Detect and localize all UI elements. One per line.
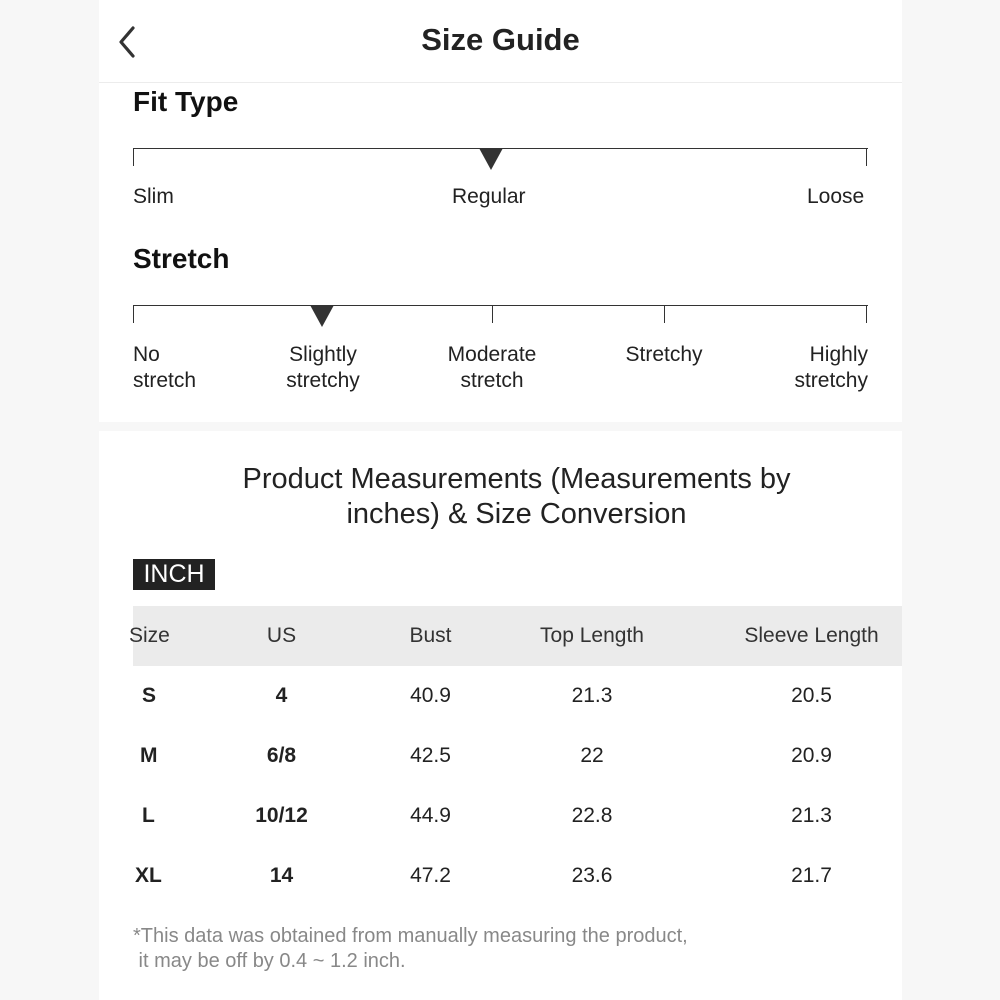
fit-option-regular: Regular — [452, 185, 526, 208]
stretch-label-line: stretchy — [286, 369, 360, 392]
measurements-title — [99, 462, 934, 532]
disclaimer-line: it may be off by 0.4 ~ 1.2 inch. — [133, 950, 406, 972]
fit-type-marker — [479, 148, 503, 170]
disclaimer-line: *This data was obtained from manually measuring the product, — [133, 925, 688, 947]
size-cell — [133, 786, 165, 846]
measurements-title-line: inches) & Size Conversion — [346, 498, 687, 530]
size-value: XL — [135, 864, 162, 887]
bust-cell: 47.2 — [410, 864, 451, 887]
us-cell: 10/12 — [255, 804, 308, 827]
disclaimer-note — [133, 924, 688, 974]
bust-cell: 40.9 — [410, 684, 451, 707]
table-row — [133, 786, 902, 846]
stretch-label-line: Stretchy — [625, 343, 703, 366]
header-bar — [99, 0, 902, 83]
unit-badge[interactable]: INCH — [133, 559, 215, 590]
us-cell: 14 — [269, 864, 294, 887]
scale-tick — [133, 305, 134, 323]
stretch-option-none — [133, 342, 196, 394]
fit-option-slim: Slim — [133, 185, 174, 208]
scale-tick — [866, 305, 867, 323]
size-cell — [133, 666, 165, 726]
top-length-cell: 21.3 — [571, 684, 613, 707]
us-cell: 6/8 — [266, 744, 297, 767]
column-header-label: Size — [129, 624, 170, 647]
table-row — [133, 846, 902, 906]
top-length-cell: 22 — [580, 744, 604, 767]
size-value: L — [142, 804, 155, 827]
stretch-option-moderate — [432, 342, 552, 394]
scale-tick — [133, 148, 134, 166]
stretch-label-line: Slightly — [289, 343, 357, 366]
scale-tick — [866, 148, 867, 166]
size-cell — [133, 726, 165, 786]
stretch-marker — [310, 305, 334, 327]
scale-tick — [492, 305, 493, 323]
table-row — [133, 666, 902, 726]
us-cell: 4 — [275, 684, 288, 707]
bust-cell: 44.9 — [410, 804, 451, 827]
size-value: S — [142, 684, 157, 707]
stretch-label-line: stretch — [133, 369, 197, 392]
top-length-cell: 23.6 — [571, 864, 613, 887]
column-header-size — [129, 606, 170, 666]
sleeve-length-cell: 20.9 — [791, 744, 832, 767]
scale-tick — [664, 305, 665, 323]
fit-type-scale — [133, 148, 868, 168]
top-length-cell: 22.8 — [571, 804, 613, 827]
page-title: Size Guide — [421, 22, 580, 57]
size-cell — [133, 846, 165, 906]
column-header-bust: Bust — [409, 624, 452, 647]
measurements-title-line: Product Measurements (Measurements by — [242, 463, 791, 495]
table-row — [133, 726, 902, 786]
column-header-top-length: Top Length — [540, 624, 644, 647]
sleeve-length-cell: 20.5 — [791, 684, 832, 707]
scale-line — [133, 305, 868, 306]
bust-cell: 42.5 — [410, 744, 451, 767]
stretch-label-line: Highly — [809, 343, 868, 366]
stretch-label-line: stretchy — [794, 369, 868, 392]
stretch-label-line: stretch — [460, 369, 524, 392]
column-header-us: US — [266, 624, 297, 647]
table-header-row — [133, 606, 902, 666]
fit-type-heading: Fit Type — [133, 86, 239, 117]
stretch-label-line: No — [133, 343, 160, 366]
stretch-option-slightly — [273, 342, 373, 394]
size-table — [129, 606, 902, 906]
column-header-sleeve-length: Sleeve Length — [744, 624, 879, 647]
sleeve-length-cell: 21.3 — [791, 804, 832, 827]
stretch-scale — [133, 305, 868, 325]
size-value: M — [140, 744, 158, 767]
stretch-option-highly — [768, 342, 868, 394]
fit-option-loose: Loose — [807, 185, 865, 208]
stretch-label-line: Moderate — [447, 343, 537, 366]
sleeve-length-cell: 21.7 — [791, 864, 832, 887]
stretch-heading: Stretch — [133, 243, 230, 274]
stretch-option-stretchy — [614, 342, 714, 368]
fit-panel — [99, 0, 902, 422]
